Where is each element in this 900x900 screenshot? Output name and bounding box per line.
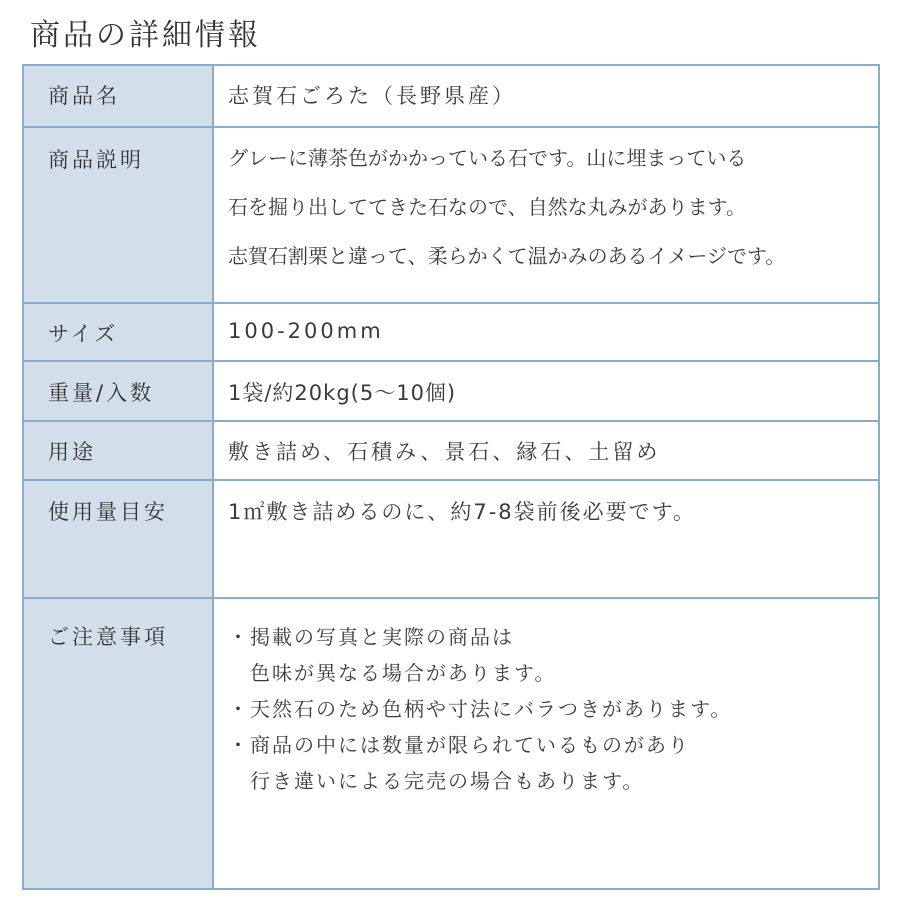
size-value: 100-200mm — [228, 319, 384, 343]
amount-label: 使用量目安 — [48, 500, 168, 524]
value-cell — [214, 304, 878, 360]
note-line: 色味が異なる場合があります。 — [228, 661, 557, 685]
label-cell — [24, 422, 214, 479]
note-line: ・商品の中には数量が限られているものがあり — [228, 733, 690, 757]
size-label: サイズ — [48, 322, 119, 346]
product-name-value: 志賀石ごろた（長野県産） — [228, 84, 516, 108]
value-cell — [214, 128, 878, 302]
table-row-size — [24, 304, 878, 362]
label-cell — [24, 304, 214, 360]
note-line: ・天然石のため色柄や寸法にバラつきがあります。 — [228, 697, 733, 721]
note-line: 行き違いによる完売の場合もあります。 — [228, 769, 645, 793]
label-cell — [24, 599, 214, 888]
product-name-label: 商品名 — [48, 84, 120, 108]
label-cell — [24, 481, 214, 597]
amount-value: 1㎡敷き詰めるのに、約7-8袋前後必要です。 — [228, 500, 696, 524]
table-row-usage — [24, 422, 878, 481]
weight-value: 1袋/約20kg(5〜10個) — [228, 381, 457, 405]
weight-label: 重量/入数 — [48, 381, 155, 405]
value-cell — [214, 66, 878, 126]
description-line: 石を掘り出しててきた石なので、自然な丸みがあります。 — [228, 195, 746, 219]
description-line: 志賀石割栗と違って、柔らかくて温かみのあるイメージです。 — [228, 244, 786, 268]
label-cell — [24, 362, 214, 420]
table-row-description — [24, 128, 878, 304]
label-cell — [24, 66, 214, 126]
usage-value: 敷き詰め、石積み、景石、縁石、土留め — [228, 440, 661, 464]
value-cell — [214, 599, 878, 888]
note-line: ・掲載の写真と実際の商品は — [228, 625, 514, 649]
description-label: 商品説明 — [48, 148, 144, 172]
table-row-weight — [24, 362, 878, 422]
value-cell — [214, 422, 878, 479]
page-title: 商品の詳細情報 — [30, 18, 261, 53]
table-row-notes — [24, 599, 878, 888]
label-cell — [24, 128, 214, 302]
notes-label: ご注意事項 — [48, 625, 168, 649]
description-line: グレーに薄茶色がかかっている石です。山に埋まっている — [228, 146, 747, 170]
table-row-product-name — [24, 66, 878, 128]
usage-label: 用途 — [48, 440, 96, 464]
table-row-amount — [24, 481, 878, 599]
value-cell — [214, 362, 878, 420]
product-spec-table — [22, 64, 880, 890]
value-cell — [214, 481, 878, 597]
